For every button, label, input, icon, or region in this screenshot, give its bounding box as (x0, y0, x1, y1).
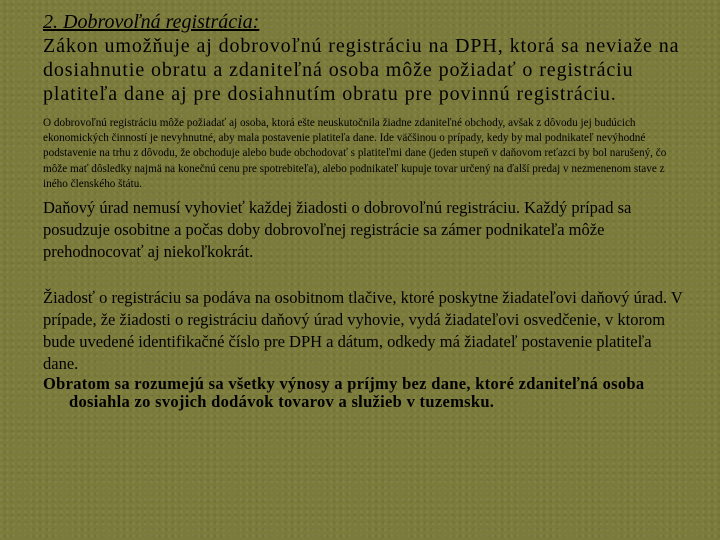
turnover-definition: Obratom sa rozumejú sa všetky výnosy a príjmy bez dane, ktoré zdaniteľná osoba dosiahla zo svojich dodávok tovarov a služieb v tuzemsku. (43, 374, 645, 412)
section-heading: 2. Dobrovoľná registrácia: (43, 11, 260, 33)
tax-office-paragraph: Daňový úrad nemusí vyhovieť každej žiadosti o dobrovoľnú registráciu. Každý prípad sa posudzuje osobitne a počas doby dobrovoľnej registrácie sa zámer podnikateľa môže prehodnocovať aj niekoľkokrát. (43, 198, 632, 262)
slide-content (43, 10, 683, 411)
spacer (43, 263, 683, 287)
intro-paragraph: Zákon umožňuje aj dobrovoľnú registráciu na DPH, ktorá sa neviaže na dosiahnutie obratu a zdaniteľná osoba môže požiadať o registráciu platiteľa dane aj pre dosiahnutím obratu pre povinnú registráciu. (43, 35, 680, 105)
application-paragraph: Žiadosť o registráciu sa podáva na osobitnom tlačive, ktoré poskytne žiadateľovi daňový úrad. V prípade, že žiadosti o registráciu daňový úrad vyhovie, vydá žiadateľovi osvedčenie, v ktorom bude uvedené identifikačné číslo pre DPH a dátum, odkedy má žiadateľ postavenie platiteľa dane. (43, 288, 683, 374)
detail-paragraph: O dobrovoľnú registráciu môže požiadať aj osoba, ktorá ešte neuskutočnila žiadne zdaniteľné obchody, avšak z dôvodu jej budúcich ekonomických činností je nevyhnutné, aby mala postavenie platiteľa dane. Ide väčšinou o prípady, kedy by mal podnikateľ nevýhodné podstavenie na trhu z dôvodu, že obchoduje alebo bude obchodovať s platiteľmi dane (jeden stupeň v daňovom reťazci by bol narušený, čo môže mať dôsledky najmä na konečnú cenu pre spotrebiteľa), alebo podnikateľ kupuje tovar určený na ďalší predaj v nezmenenom stave z iného členského štátu. (43, 117, 667, 190)
